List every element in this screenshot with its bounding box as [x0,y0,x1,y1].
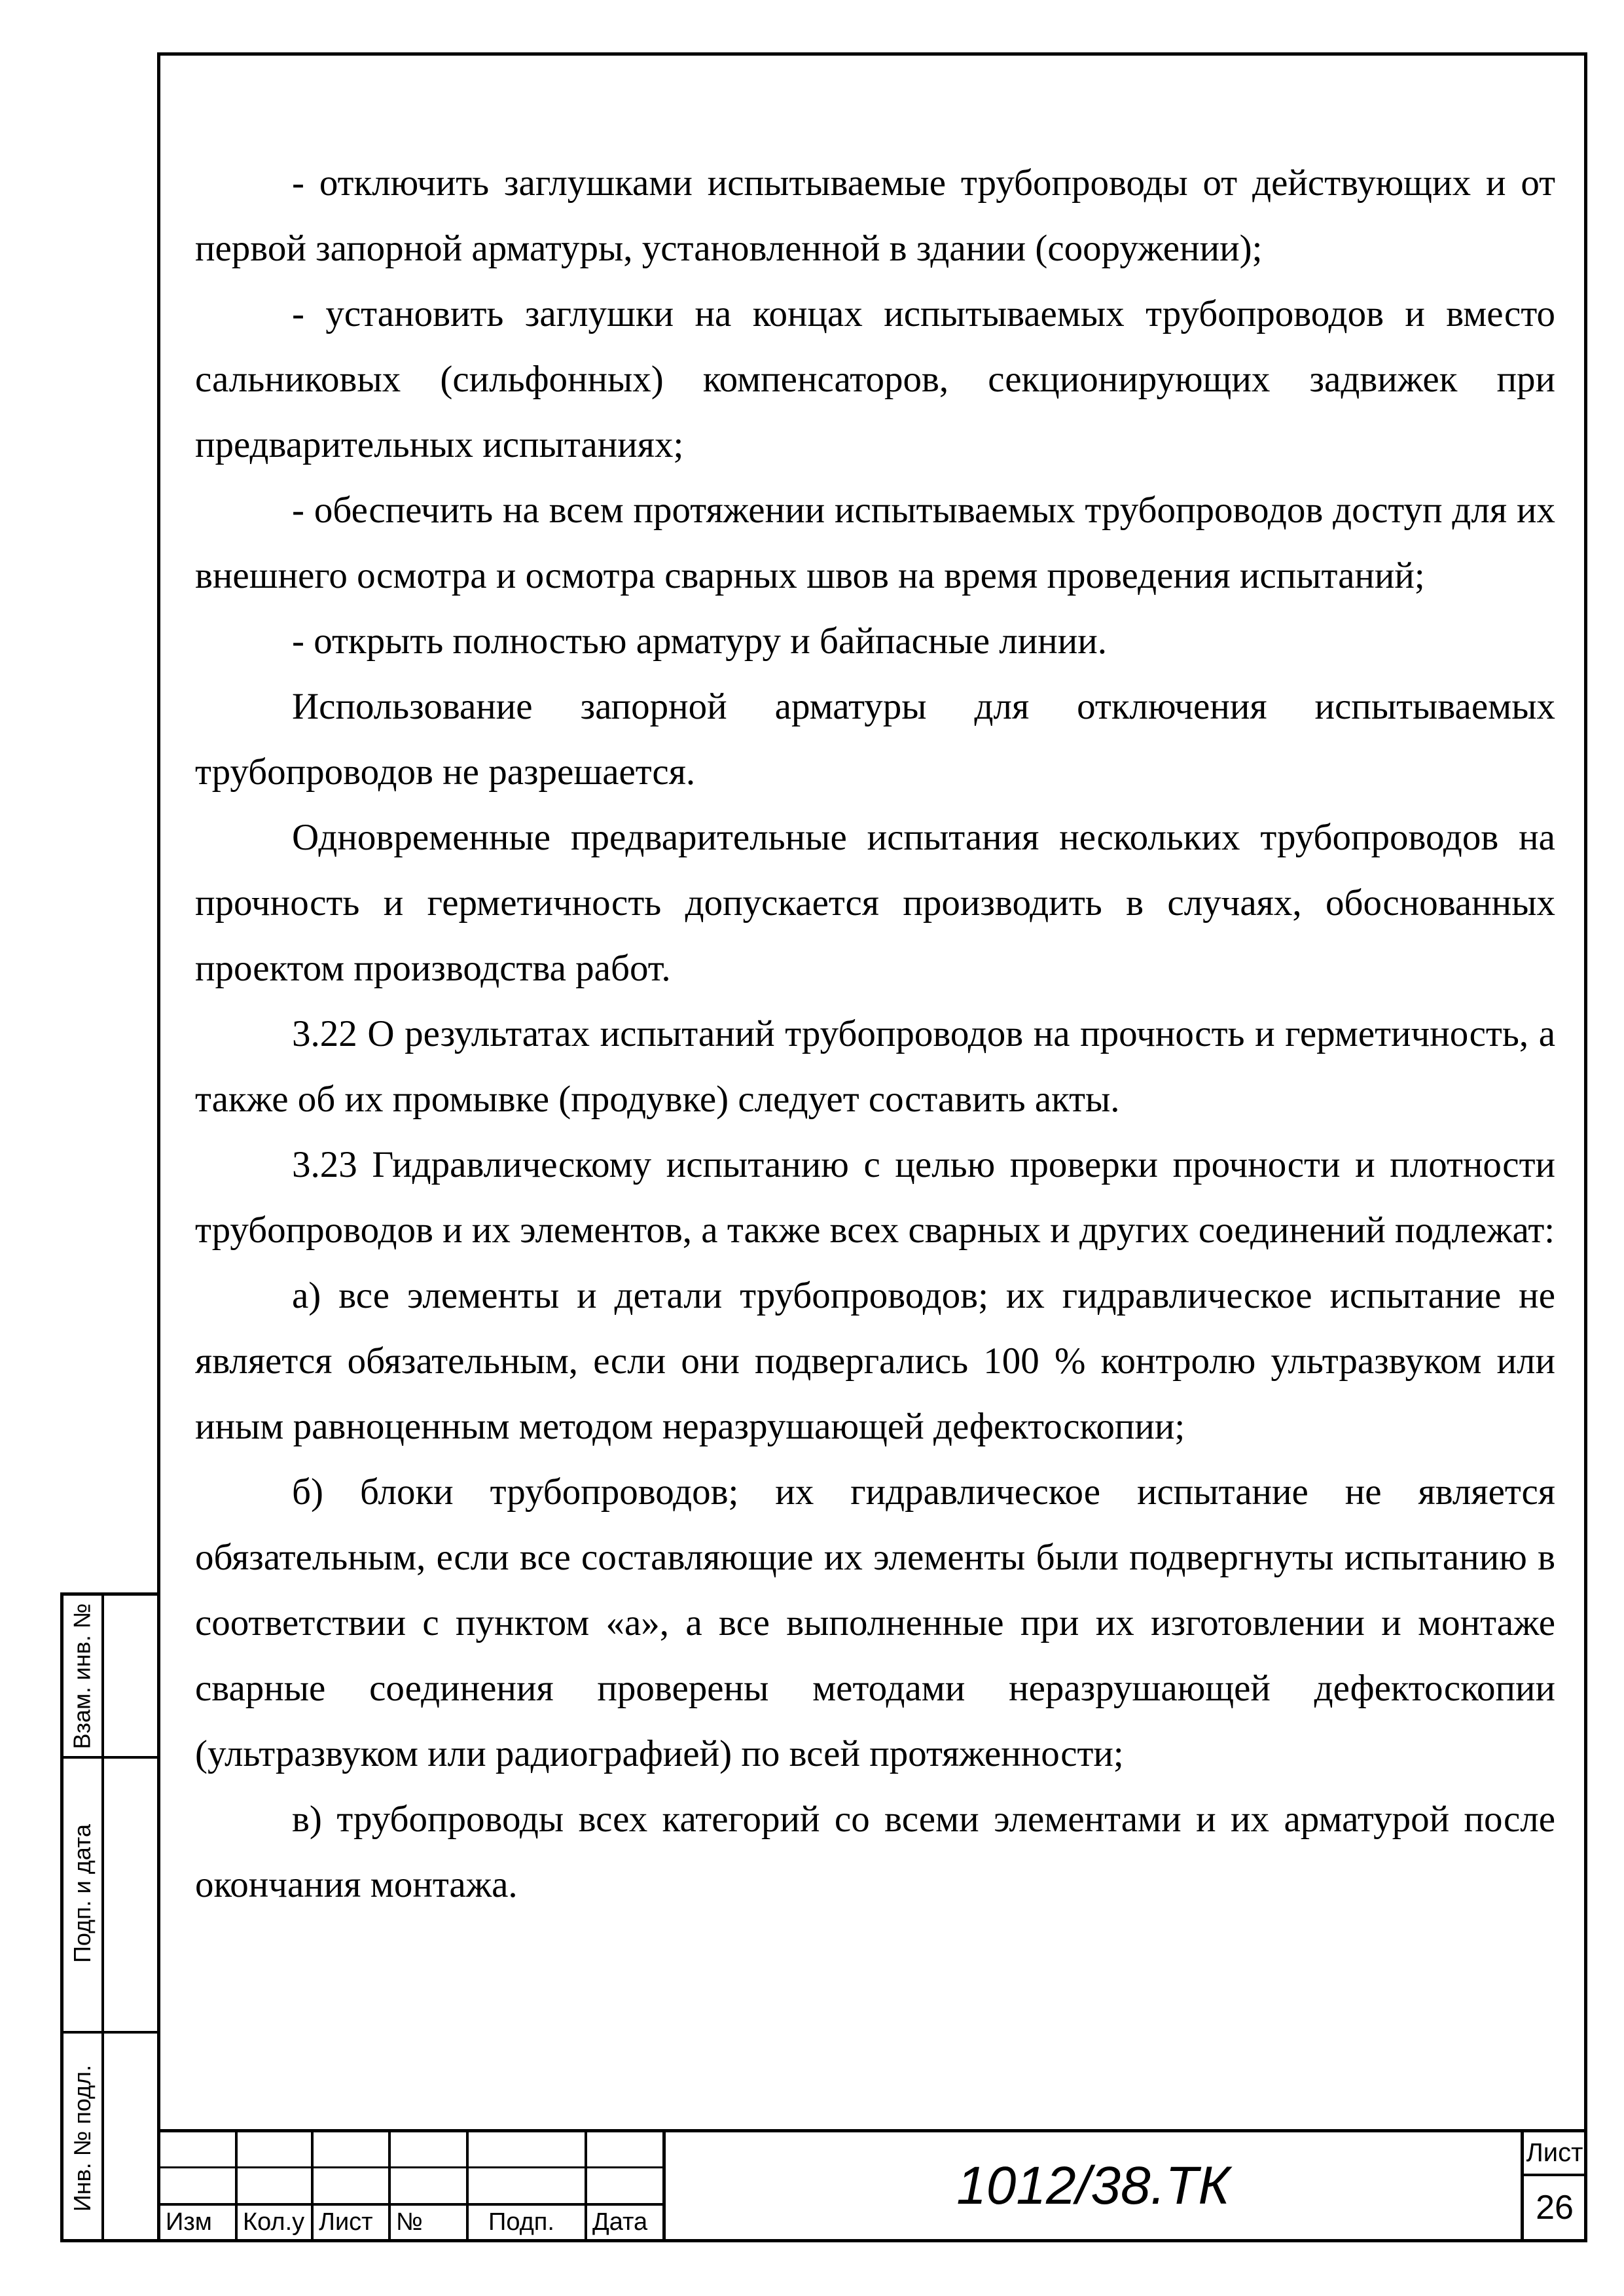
side-stamp-divider [101,1596,104,2239]
title-block-header-list: Лист [319,2208,373,2236]
title-block-header-kolu: Кол.у [243,2208,305,2236]
side-label-inv-zam: Взам. инв. № [69,1602,96,1749]
document-body [195,151,1555,1918]
sheet-label: Лист [1526,2138,1583,2167]
paragraph: а) все элементы и детали трубопроводов; их гидравлическое испытание не является обязательным, если они подвергались 100 % контролю ультразвуком или иным равноценным методом неразрушающей дефектоскопии; [195,1275,1555,1447]
title-block-header-izm: Изм [166,2208,212,2236]
title-block-header-data: Дата [592,2208,648,2236]
paragraph: б) блоки трубопроводов; их гидравлическое испытание не является обязательным, если все составляющие их элементы были подвергнуты испытанию в соответствии с пунктом «а», а все выполненные при их изготовлении и монтаже сварные соединения проверены методами неразрушающей дефектоскопии (ультразвуком или радиографией) по всей протяженности; [195,1471,1555,1774]
paragraph: Одновременные предварительные испытания нескольких трубопроводов на прочность и герметичность допускается производить в случаях, обоснованных проектом производства работ. [195,817,1555,989]
side-label-podp-data: Подп. и дата [69,1823,96,1964]
paragraph: 3.22 О результатах испытаний трубопроводов на прочность и герметичность, а также об их промывке (продувке) следует составить акты. [195,1013,1555,1120]
paragraph: в) трубопроводы всех категорий со всеми элементами и их арматурой после окончания монтажа. [195,1799,1555,1905]
paragraph: - обеспечить на всем протяжении испытываемых трубопроводов доступ для их внешнего осмотра и осмотра сварных швов на время проведения испытаний; [195,490,1555,596]
side-stamp [60,1592,157,2242]
sheet-number: 26 [1536,2189,1574,2227]
title-block-header-podp: Подп. [488,2208,554,2236]
document-code: 1012/38.ТК [956,2156,1230,2215]
title-block-header-num: № [396,2208,423,2236]
paragraph: - открыть полностью арматуру и байпасные линии. [292,620,1108,662]
side-label-inv-podl: Инв. № подл. [69,2064,96,2212]
paragraph: 3.23 Гидравлическому испытанию с целью проверки прочности и плотности трубопроводов и их элементов, а также всех сварных и других соединений подлежат: [195,1144,1555,1251]
paragraph: - установить заглушки на концах испытываемых трубопроводов и вместо сальниковых (сильфонных) компенсаторов, секционирующих задвижек при предварительных испытаниях; [195,293,1555,465]
paragraph: - отключить заглушками испытываемые трубопроводы от действующих и от первой запорной арматуры, установленной в здании (сооружении); [195,162,1555,269]
paragraph: Использование запорной арматуры для отключения испытываемых трубопроводов не разрешается. [195,686,1555,793]
